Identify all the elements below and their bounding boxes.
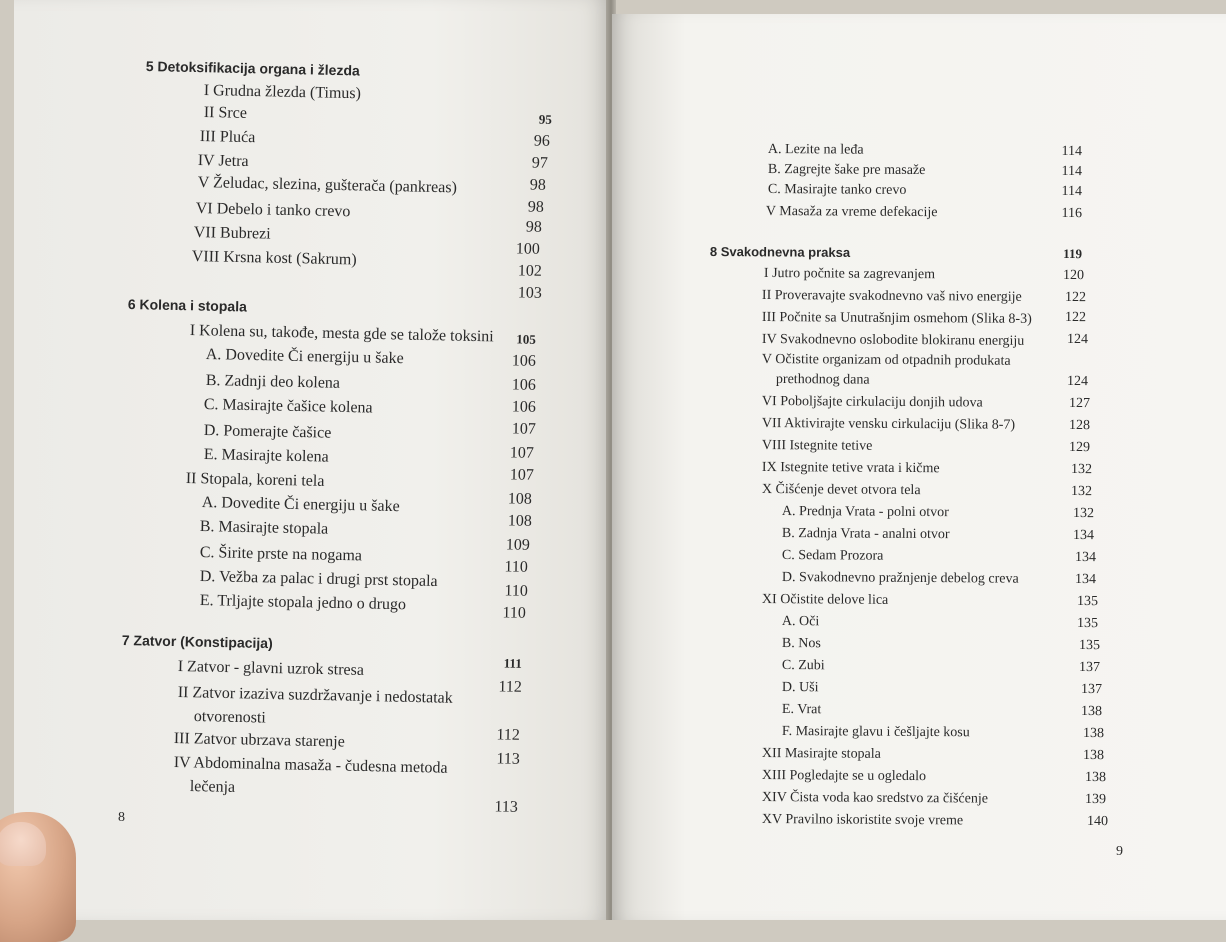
page-number-text: 137: [1080, 681, 1103, 698]
page-number-text: 107: [509, 444, 534, 462]
toc-page-number: [1058, 616, 1098, 632]
toc-entry-label: A. Dovedite Či energiju u šake: [201, 494, 400, 516]
page-number-text: 122: [1064, 289, 1087, 306]
toc-entry-label: I Grudna žlezda (Timus): [203, 82, 362, 103]
toc-page-number: [502, 262, 542, 281]
toc-entry-label: otvorenosti: [193, 708, 266, 727]
page-number-text: 98: [527, 198, 544, 216]
toc-page-number: [512, 110, 552, 129]
toc-entry-label: I Zatvor - glavni uzrok stresa: [177, 658, 365, 679]
page-number-text: 132: [1070, 483, 1093, 500]
toc-page-number: [1050, 440, 1090, 456]
toc-entry-label: II Srce: [203, 104, 248, 122]
toc-page-number: [1064, 726, 1104, 742]
toc-page-number: [482, 678, 522, 697]
toc-page-number: [1066, 792, 1106, 808]
page-number-text: 98: [525, 218, 542, 236]
toc-entry-label: E. Vrat: [781, 702, 822, 718]
toc-page-number: [1046, 310, 1086, 326]
toc-entry-label: IV Svakodnevno oslobodite blokiranu energiju: [761, 332, 1025, 349]
toc-page-number: [478, 798, 518, 817]
toc-entry-label: E. Masirajte kolena: [203, 446, 329, 466]
page-number-text: 107: [509, 466, 534, 484]
page-number-text: 134: [1074, 571, 1097, 588]
toc-page-number: [502, 218, 542, 237]
toc-page-number: [504, 198, 544, 217]
toc-entry-label: C. Masirajte čašice kolena: [203, 396, 373, 417]
toc-entry-label: 6 Kolena i stopala: [127, 296, 248, 315]
toc-page-number: [1048, 332, 1088, 348]
toc-page-number: [1050, 396, 1090, 412]
toc-entry-label: II Zatvor izaziva suzdržavanje i nedostatak: [177, 684, 453, 707]
toc-page-number: [494, 466, 534, 485]
toc-entry-label: III Počnite sa Unutrašnjim osmehom (Slika 8-3): [761, 310, 1032, 327]
page-number-text: 122: [1064, 309, 1087, 326]
toc-entry-label: V Očistite organizam od otpadnih produkata: [761, 352, 1011, 369]
toc-page-number: [496, 352, 536, 371]
toc-entry-label: B. Zadnji deo kolena: [205, 372, 341, 392]
page-number-text: 135: [1076, 593, 1099, 610]
toc-page-number: [1056, 550, 1096, 566]
toc-entry-label: D. Pomerajte čašice: [203, 422, 332, 442]
toc-page-number: [488, 558, 528, 577]
toc-page-number: [496, 420, 536, 439]
page-number-text: 135: [1078, 637, 1101, 654]
toc-entry-label: I Kolena su, takođe, mesta gde se talože toksini: [189, 322, 494, 346]
toc-page-number: [1042, 184, 1082, 200]
page-number-text: 114: [1061, 183, 1083, 200]
toc-entry-label: XIII Pogledajte se u ogledalo: [761, 768, 927, 785]
page-number-text: 110: [504, 558, 528, 576]
page-number-text: 108: [507, 490, 532, 508]
page-number-text: 105: [516, 331, 536, 347]
right-folio: 9: [1116, 844, 1123, 859]
toc-page-number: [496, 398, 536, 417]
toc-entry-label: 8 Svakodnevna praksa: [709, 244, 851, 260]
toc-page-number: [1054, 506, 1094, 522]
toc-entry-label: C. Sedam Prozora: [781, 548, 884, 564]
page-number-text: 108: [507, 512, 532, 530]
toc-entry-label: B. Masirajte stopala: [199, 518, 329, 538]
toc-page-number: [510, 132, 550, 151]
page-number-text: 103: [517, 284, 542, 302]
page-number-text: 138: [1082, 747, 1105, 764]
toc-entry-label: D. Uši: [781, 680, 819, 696]
toc-entry-label: A. Prednja Vrata - polni otvor: [781, 504, 949, 521]
toc-entry-label: D. Vežba za palac i drugi prst stopala: [199, 568, 438, 590]
page-number-text: 139: [1084, 791, 1107, 808]
left-folio: 8: [118, 810, 125, 825]
toc-entry-label: D. Svakodnevno pražnjenje debelog creva: [781, 570, 1019, 587]
page-number-text: 140: [1086, 813, 1109, 830]
toc-page-number: [1064, 748, 1104, 764]
page-number-text: 113: [494, 798, 518, 816]
page-number-text: 124: [1066, 331, 1089, 348]
toc-entry-label: C. Zubi: [781, 658, 825, 674]
toc-entry-label: XV Pravilno iskoristite svoje vreme: [761, 812, 964, 829]
page-number-text: 134: [1074, 549, 1097, 566]
page-number-text: 107: [511, 420, 536, 438]
page-number-text: 124: [1066, 373, 1089, 390]
toc-entry-label: VIII Krsna kost (Sakrum): [191, 248, 357, 269]
toc-page-number: [1052, 462, 1092, 478]
page-number-text: 106: [511, 352, 536, 370]
page-number-text: 112: [498, 678, 522, 696]
toc-page-number: [506, 176, 546, 195]
toc-page-number: [1068, 814, 1108, 830]
toc-page-number: [1046, 290, 1086, 306]
page-number-text: 128: [1068, 417, 1091, 434]
toc-entry-label: VIII Istegnite tetive: [761, 438, 873, 454]
toc-entry-label: V Želudac, slezina, gušterača (pankreas): [197, 174, 458, 197]
toc-page-number: [490, 536, 530, 555]
page-number-text: 138: [1084, 769, 1107, 786]
toc-entry-label: A. Lezite na leđa: [767, 142, 864, 158]
toc-page-number: [1042, 164, 1082, 180]
toc-entry-label: C. Širite prste na nogama: [199, 544, 363, 565]
toc-entry-label: IV Abdominalna masaža - čudesna metoda: [173, 754, 448, 777]
page-number-text: 116: [1061, 205, 1083, 222]
toc-entry-label: II Proveravajte svakodnevno vaš nivo energije: [761, 288, 1022, 305]
toc-page-number: [1050, 418, 1090, 434]
toc-entry-label: II Stopala, koreni tela: [185, 470, 325, 490]
toc-entry-label: X Čišćenje devet otvora tela: [761, 482, 921, 499]
toc-page-number: [1062, 682, 1102, 698]
page-number-text: 100: [515, 240, 540, 258]
toc-page-number: [1060, 660, 1100, 676]
toc-entry-label: 7 Zatvor (Konstipacija): [121, 632, 273, 652]
page-number-text: 134: [1072, 527, 1095, 544]
page-number-text: 106: [511, 376, 536, 394]
toc-page-number: [1044, 268, 1084, 284]
toc-entry-label: III Pluća: [199, 128, 256, 147]
page-number-text: 110: [504, 582, 528, 600]
toc-entry-label: F. Masirajte glavu i češljajte kosu: [781, 724, 970, 741]
toc-page-number: [1042, 144, 1082, 160]
toc-entry-label: III Zatvor ubrzava starenje: [173, 730, 345, 751]
page-number-text: 114: [1061, 163, 1083, 180]
page-number-text: 129: [1068, 439, 1091, 456]
page-number-text: 135: [1076, 615, 1099, 632]
toc-page-number: [480, 726, 520, 745]
page-number-text: 97: [531, 154, 548, 172]
toc-page-number: [1066, 770, 1106, 786]
toc-page-number: [496, 376, 536, 395]
right-page: [612, 14, 1226, 920]
toc-page-number: [482, 654, 522, 673]
page-number-text: 114: [1061, 143, 1083, 160]
toc-page-number: [480, 750, 520, 769]
toc-entry-label: VII Aktivirajte vensku cirkulaciju (Slika 8-7): [761, 416, 1016, 433]
left-page: [14, 0, 610, 920]
toc-entry-label: I Jutro počnite sa zagrevanjem: [763, 266, 936, 283]
page-number-text: 112: [496, 726, 520, 744]
page-number-text: 106: [511, 398, 536, 416]
toc-page-number: [496, 330, 536, 349]
toc-page-number: [1048, 374, 1088, 390]
toc-page-number: [1058, 594, 1098, 610]
page-number-text: 138: [1082, 725, 1105, 742]
toc-entry-label: A. Oči: [781, 614, 820, 630]
toc-page-number: [488, 582, 528, 601]
toc-page-number: [1060, 638, 1100, 654]
toc-entry-label: prethodnog dana: [775, 372, 870, 388]
toc-page-number: [492, 490, 532, 509]
toc-entry-label: V Masaža za vreme defekacije: [765, 204, 938, 221]
toc-entry-label: A. Dovedite Či energiju u šake: [205, 346, 404, 368]
page-number-text: 110: [502, 604, 526, 622]
page-number-text: 138: [1080, 703, 1103, 720]
toc-page-number: [508, 154, 548, 173]
page-number-text: 95: [538, 111, 552, 127]
page-number-text: 96: [533, 132, 550, 150]
page-number-text: 119: [1063, 246, 1083, 262]
page-number-text: 132: [1070, 461, 1093, 478]
toc-page-number: [494, 444, 534, 463]
toc-page-number: [1042, 206, 1082, 222]
page-number-text: 113: [496, 750, 520, 768]
toc-page-number: [1054, 528, 1094, 544]
toc-page-number: [1052, 484, 1092, 500]
toc-entry-label: B. Zagrejte šake pre masaže: [767, 162, 926, 179]
toc-entry-label: lečenja: [189, 778, 236, 796]
toc-entry-label: B. Nos: [781, 636, 821, 652]
page-number-text: 109: [505, 536, 530, 554]
toc-entry-label: IX Istegnite tetive vrata i kičme: [761, 460, 940, 477]
toc-entry-label: E. Trljajte stopala jedno o drugo: [199, 592, 407, 614]
toc-page-number: [1062, 704, 1102, 720]
toc-entry-label: VII Bubrezi: [193, 224, 271, 243]
toc-entry-label: 5 Detoksifikacija organa i žlezda: [145, 58, 360, 79]
toc-page-number: [492, 512, 532, 531]
toc-page-number: [1056, 572, 1096, 588]
page-number-text: 127: [1068, 395, 1091, 412]
page-number-text: 132: [1072, 505, 1095, 522]
page-number-text: 137: [1078, 659, 1101, 676]
toc-entry-label: XIV Čista voda kao sredstvo za čišćenje: [761, 790, 989, 807]
toc-page-number: [500, 240, 540, 259]
toc-entry-label: XII Masirajte stopala: [761, 746, 881, 762]
toc-entry-label: VI Debelo i tanko crevo: [195, 200, 351, 221]
toc-page-number: [1042, 246, 1082, 263]
toc-entry-label: VI Poboljšajte cirkulaciju donjih udova: [761, 394, 983, 411]
page-number-text: 120: [1062, 267, 1085, 284]
toc-page-number: [502, 284, 542, 303]
toc-entry-label: XI Očistite delove lica: [761, 592, 889, 608]
page-number-text: 111: [503, 655, 522, 671]
toc-entry-label: B. Zadnja Vrata - analni otvor: [781, 526, 950, 543]
page-number-text: 102: [517, 262, 542, 280]
page-number-text: 98: [529, 176, 546, 194]
thumbnail: [0, 822, 46, 866]
toc-page-number: [486, 604, 526, 623]
toc-entry-label: IV Jetra: [197, 152, 249, 171]
toc-entry-label: C. Masirajte tanko crevo: [767, 182, 907, 198]
